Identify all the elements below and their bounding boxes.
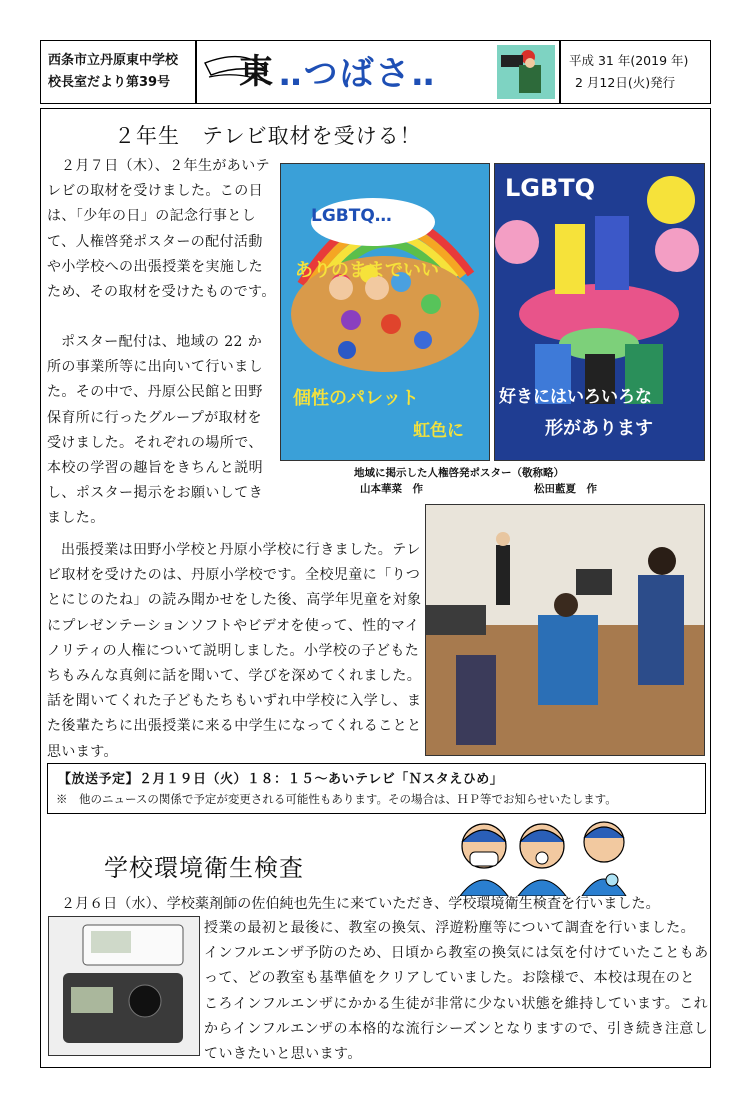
article1-paragraph3: 出張授業は田野小学校と丹原小学校に行きました。テレビ取材を受けたのは、丹原小学校です。全校児童に「りつとにじのたね」の読み聞かせをした後、高学年児童を対象にプレゼンテーションソフトやビデオを使って、性的マイノリティの人権について説明しました。小学校の子どもたちもみんな真剣に話を聞いて、学びを深めてくれました。話を聞いてくれた子どもたちもいずれ中学校に入学し、また後輩たちに出張授業に来る中学生になってくれることと思います。 <box>47 542 422 760</box>
poster2-line2: 形があります <box>545 418 653 439</box>
school-name: 西条市立丹原東中学校 <box>48 53 179 68</box>
poster-caption-author1: 山本華菜 作 <box>360 483 423 495</box>
poster1-line3: 虹色に <box>413 421 464 441</box>
article1-title: ２年生 テレビ取材を受ける！ <box>114 124 422 148</box>
broadcast-schedule: 【放送予定】２月１９日（火）１８：１５～あいテレビ「Ｎスタえひめ」 <box>58 772 504 787</box>
article2-title: 学校環境衛生検査 <box>104 854 304 882</box>
poster1-top: LGBTQ… <box>311 206 392 226</box>
article2-paragraph2: 授業の最初と最後に、教室の換気、浮遊粉塵等について調査を行いました。インフルエンザ予防のため、日頃から教室の換気には気を付けていたこともあって、どの教室も基準値をクリアしていました。お陰様で、本校は現在のところインフルエンザにかかる生徒が非常に少ない状態を維持しています。これからインフルエンザの本格的な流行シーズンとなりますので、引き続き注意していきたいと思います。 <box>204 920 709 1063</box>
poster2-top: LGBTQ <box>505 174 596 202</box>
article2-paragraph1: ２月６日（水）、学校薬剤師の佐伯純也先生に来ていただき、学校環境衛生検査を行いました。 <box>61 896 660 912</box>
header-left-box <box>40 40 196 104</box>
newsletter-title: ‥つばさ‥ <box>279 54 437 94</box>
date-era: 平成 31 年(2019 年) <box>569 53 689 68</box>
poster2-line1: 好きにはいろいろな <box>499 387 652 407</box>
title-mark: 東 <box>239 52 273 92</box>
article1-paragraph1: ２月７日（木）、２年生があいテレビの取材を受けました。この日は、「少年の日」の記念行事として、人権啓発ポスターの配付活動や小学校への出張授業を実施したため、その取材を受けたものです。 <box>47 158 276 301</box>
poster1-line1: ありのままでいい <box>295 260 439 281</box>
header-date-box <box>560 40 711 104</box>
date-issue: 2 月12日(火)発行 <box>575 75 676 90</box>
students-mask-illustration <box>456 814 634 896</box>
poster-caption-author2: 松田藍夏 作 <box>534 483 597 495</box>
poster-2 <box>494 163 705 461</box>
air-measurement-photo <box>48 916 200 1056</box>
poster-caption-title: 地域に掲示した人権啓発ポスター（敬称略） <box>354 467 564 479</box>
poster1-line2: 個性のパレット <box>293 388 419 409</box>
broadcast-box <box>47 763 706 814</box>
poster-1 <box>280 163 490 461</box>
cameraman-icon <box>495 43 557 101</box>
broadcast-note: ※ 他のニュースの関係で予定が変更される可能性もあります。その場合は、ＨＰ等でお知らせいたします。 <box>56 792 617 806</box>
article1-paragraph2: ポスター配付は、地域の 22 か所の事業所等に出向いて行いました。その中で、丹原公民館と田野保育所に行ったグループが取材を受けました。それぞれの場所で、本校の学習の趣旨をきちんと説明し、ポスター掲示をお願いしてきました。 <box>47 334 263 527</box>
tv-interview-photo <box>425 504 705 756</box>
newsletter-number: 校長室だより第39号 <box>48 75 171 90</box>
header-title-box <box>196 40 560 104</box>
